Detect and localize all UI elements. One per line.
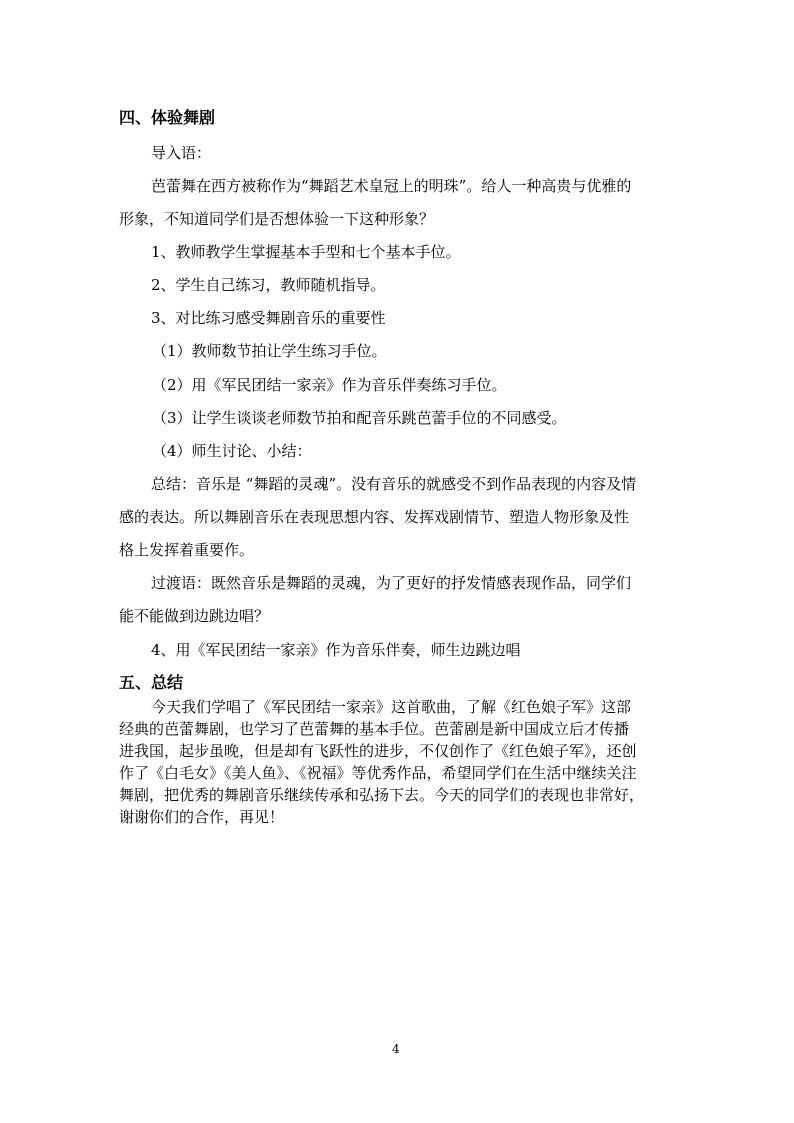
conclusion-line-6: 谢谢你们的合作，再见！ [119, 808, 285, 826]
conclusion-line-1: 今天我们学唱了《军民团结一家亲》这首歌曲，了解《红色娘子军》这部 [151, 698, 632, 716]
conclusion-line-3: 进我国，起步虽晚，但是却有飞跃性的进步，不仅创作了《红色娘子军》，还创 [119, 742, 637, 760]
step-1: 1、教师教学生掌握基本手型和七个基本手位。 [151, 243, 461, 261]
summary-line-1: 总结：音乐是 “舞蹈的灵魂”。没有音乐的就感受不到作品表现的内容及情 [151, 475, 637, 493]
sub-step-2: （2）用《军民团结一家亲》作为音乐伴奏练习手位。 [152, 376, 507, 394]
intro-label: 导入语： [151, 144, 212, 162]
conclusion-line-2: 经典的芭蕾舞剧，也学习了芭蕾舞的基本手位。芭蕾剧是新中国成立后才传播 [119, 720, 630, 738]
step-3: 3、对比练习感受舞剧音乐的重要性 [151, 309, 386, 327]
section-heading-experience-dance-drama: 四、体验舞剧 [119, 108, 216, 127]
step-4: 4、用《军民团结一家亲》作为音乐伴奏，师生边跳边唱 [151, 641, 521, 659]
conclusion-line-5: 舞剧，把优秀的舞剧音乐继续传承和弘扬下去。今天的同学们的表现也非常好， [119, 786, 645, 804]
summary-line-2: 感的表达。所以舞剧音乐在表现思想内容、发挥戏剧情节、塑造人物形象及性 [119, 508, 630, 526]
page-number: 4 [392, 1042, 400, 1056]
conclusion-line-4: 作了《白毛女》《美人鱼》、《祝福》等优秀作品，希望同学们在生活中继续关注 [119, 764, 637, 782]
sub-step-4: （4）师生讨论、小结： [152, 442, 312, 460]
summary-line-3: 格上发挥着重要作。 [119, 541, 255, 559]
section-heading-summary: 五、总结 [119, 673, 184, 692]
sub-step-1: （1）教师数节拍让学生练习手位。 [152, 342, 387, 360]
intro-paragraph-line-2: 形象，不知道同学们是否想体验一下这种形象？ [119, 210, 435, 228]
transition-line-2: 能不能做到边跳边唱？ [119, 607, 270, 625]
step-2: 2、学生自己练习，教师随机指导。 [151, 276, 386, 294]
sub-step-3: （3）让学生谈谈老师数节拍和配音乐跳芭蕾手位的不同感受。 [152, 409, 567, 427]
intro-paragraph-line-1: 芭蕾舞在西方被称作为“舞蹈艺术皇冠上的明珠”。给人一种高贵与优雅的 [151, 177, 632, 195]
transition-line-1: 过渡语：既然音乐是舞蹈的灵魂，为了更好的抒发情感表现作品，同学们 [151, 574, 632, 592]
